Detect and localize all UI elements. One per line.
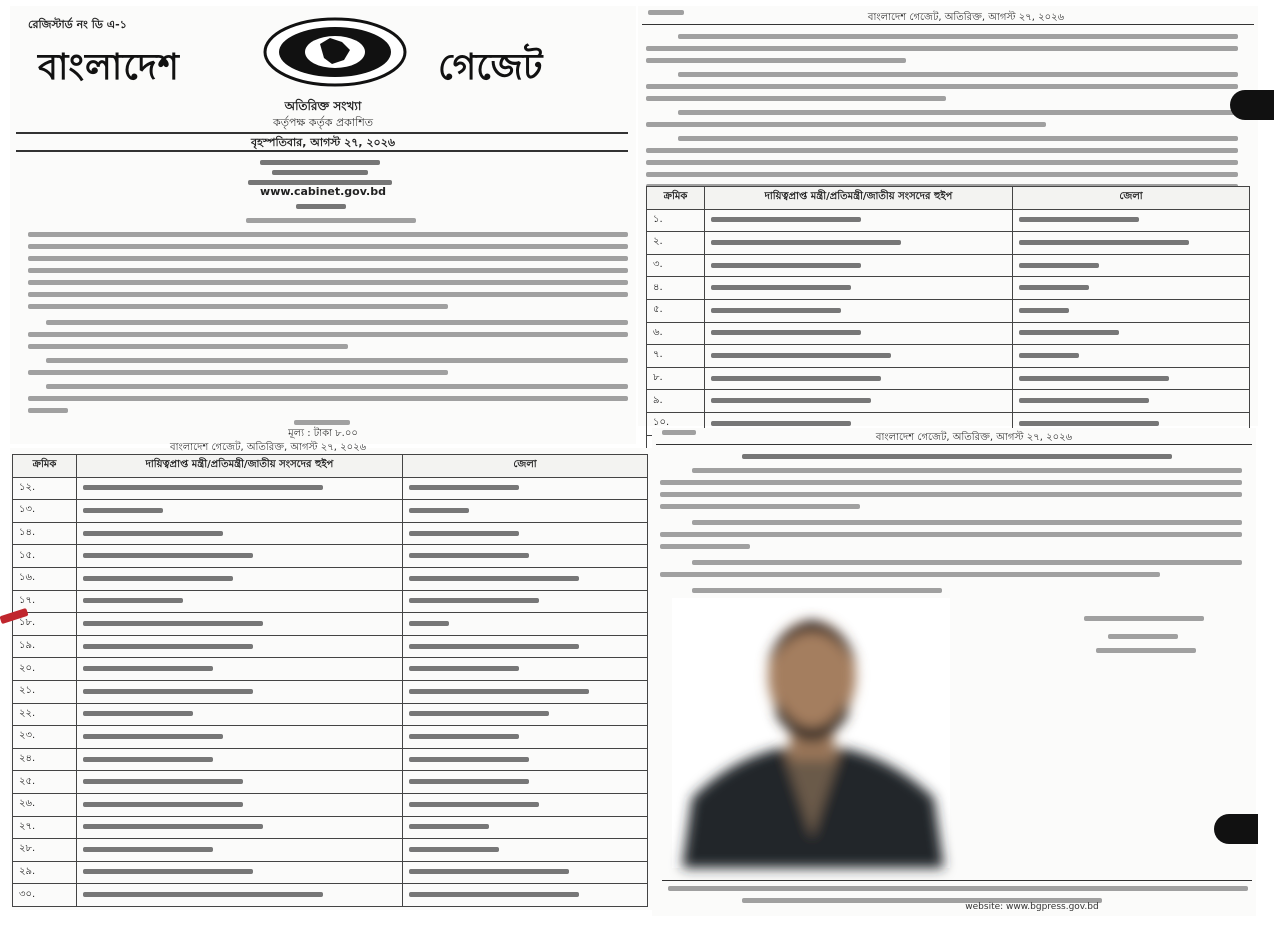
serial-cell: ১৭. <box>13 590 77 613</box>
cabinet-website: www.cabinet.gov.bd <box>260 185 386 198</box>
name-cell <box>77 884 403 907</box>
name-cell <box>77 726 403 749</box>
district-cell <box>403 500 648 523</box>
gazette-front-page <box>10 6 636 444</box>
serial-cell: ২. <box>647 232 705 255</box>
serial-cell: ২১. <box>13 680 77 703</box>
table-row <box>647 299 1250 322</box>
ministers-table-top <box>646 186 1250 458</box>
name-cell <box>77 793 403 816</box>
col-district: জেলা <box>1013 187 1250 210</box>
table-row <box>13 839 648 862</box>
table-row <box>647 322 1250 345</box>
name-cell <box>77 545 403 568</box>
serial-cell: ১২. <box>13 477 77 500</box>
name-cell <box>77 522 403 545</box>
table-row <box>13 884 648 907</box>
district-cell <box>1013 345 1250 368</box>
gazette-last-page <box>652 428 1256 916</box>
table-row <box>13 635 648 658</box>
district-cell <box>1013 232 1250 255</box>
name-cell <box>705 209 1013 232</box>
gazette-title-left: বাংলাদেশ <box>38 46 180 88</box>
serial-cell: ২৪. <box>13 748 77 771</box>
district-cell <box>403 884 648 907</box>
serial-cell: ৭. <box>647 345 705 368</box>
name-cell <box>77 477 403 500</box>
serial-cell: ১৮. <box>13 613 77 636</box>
serial-cell: ১০. <box>647 412 705 435</box>
table-row <box>13 545 648 568</box>
serial-cell: ২৯. <box>13 861 77 884</box>
name-cell <box>77 748 403 771</box>
table-row <box>13 500 648 523</box>
name-cell <box>77 771 403 794</box>
name-cell <box>77 658 403 681</box>
district-cell <box>1013 322 1250 345</box>
serial-cell: ৬. <box>647 322 705 345</box>
table-row <box>647 254 1250 277</box>
gazette-price: মূল্য : টাকা ৮.০০ <box>288 428 358 439</box>
serial-cell: ৩০. <box>13 884 77 907</box>
page-header-text-2: বাংলাদেশ গেজেট, অতিরিক্ত, আগস্ট ২৭, ২০২৬ <box>170 442 367 453</box>
serial-cell: ১৫. <box>13 545 77 568</box>
district-cell <box>403 545 648 568</box>
serial-cell: ২৭. <box>13 816 77 839</box>
col-district-2: জেলা <box>403 455 648 478</box>
district-cell <box>403 658 648 681</box>
serial-cell: ১৩. <box>13 500 77 523</box>
district-cell <box>1013 299 1250 322</box>
table-row <box>647 277 1250 300</box>
name-cell <box>77 635 403 658</box>
serial-cell: ১৯. <box>13 635 77 658</box>
district-cell <box>403 748 648 771</box>
serial-cell: ৮. <box>647 367 705 390</box>
district-cell <box>403 839 648 862</box>
table-row <box>13 658 648 681</box>
serial-cell: ২৬. <box>13 793 77 816</box>
col-serial-2: ক্রমিক <box>13 455 77 478</box>
district-cell <box>1013 254 1250 277</box>
table-row <box>647 390 1250 413</box>
table-row <box>647 209 1250 232</box>
col-name-2: দায়িত্বপ্রাপ্ত মন্ত্রী/প্রতিমন্ত্রী/জাতীয় সংসদের হুইপ <box>77 455 403 478</box>
district-cell <box>403 726 648 749</box>
table-row <box>13 590 648 613</box>
table-row <box>13 726 648 749</box>
table-row <box>13 613 648 636</box>
district-cell <box>403 816 648 839</box>
district-cell <box>403 613 648 636</box>
serial-cell: ২০. <box>13 658 77 681</box>
registration-number: রেজিস্টার্ড নং ডি এ-১ <box>28 18 127 31</box>
page-edge-tab <box>1230 90 1274 120</box>
serial-cell: ২৩. <box>13 726 77 749</box>
district-cell <box>1013 277 1250 300</box>
serial-cell: ২২. <box>13 703 77 726</box>
name-cell <box>705 232 1013 255</box>
gazette-list-page-2 <box>10 442 652 910</box>
name-cell <box>705 345 1013 368</box>
serial-cell: ১৬. <box>13 567 77 590</box>
ministers-table-bottom <box>12 454 648 907</box>
table-row <box>13 748 648 771</box>
district-cell <box>403 703 648 726</box>
serial-cell: ১৪. <box>13 522 77 545</box>
serial-cell: ১. <box>647 209 705 232</box>
publication-date: বৃহস্পতিবার, আগস্ট ২৭, ২০২৬ <box>250 136 396 149</box>
name-cell <box>77 816 403 839</box>
name-cell <box>705 322 1013 345</box>
name-cell <box>77 839 403 862</box>
serial-cell: ২৮. <box>13 839 77 862</box>
district-cell <box>1013 209 1250 232</box>
government-seal-icon <box>260 16 410 88</box>
page-header-text-3: বাংলাদেশ গেজেট, অতিরিক্ত, আগস্ট ২৭, ২০২৬ <box>875 432 1073 443</box>
serial-cell: ৩. <box>647 254 705 277</box>
district-cell <box>403 567 648 590</box>
name-cell <box>77 500 403 523</box>
district-cell <box>403 635 648 658</box>
person-photo <box>672 598 950 868</box>
serial-cell: ২৫. <box>13 771 77 794</box>
name-cell <box>77 590 403 613</box>
table-row <box>647 367 1250 390</box>
gazette-title-right: গেজেট <box>438 46 543 88</box>
serial-cell: ৯. <box>647 390 705 413</box>
name-cell <box>705 254 1013 277</box>
extraordinary-label: অতিরিক্ত সংখ্যা <box>284 99 362 113</box>
gazette-list-page-1 <box>638 6 1258 429</box>
district-cell <box>403 793 648 816</box>
table-row <box>13 816 648 839</box>
district-cell <box>403 771 648 794</box>
page-edge-tab-2 <box>1214 814 1258 844</box>
table-row <box>13 703 648 726</box>
name-cell <box>77 861 403 884</box>
table-row <box>13 771 648 794</box>
table-row <box>13 477 648 500</box>
district-cell <box>403 477 648 500</box>
table-row <box>13 680 648 703</box>
col-name: দায়িত্বপ্রাপ্ত মন্ত্রী/প্রতিমন্ত্রী/জাতীয় সংসদের হুইপ <box>705 187 1013 210</box>
table-row <box>13 861 648 884</box>
name-cell <box>705 390 1013 413</box>
name-cell <box>77 703 403 726</box>
district-cell <box>403 522 648 545</box>
district-cell <box>1013 367 1250 390</box>
district-cell <box>403 680 648 703</box>
table-row <box>13 793 648 816</box>
name-cell <box>77 613 403 636</box>
table-row <box>13 522 648 545</box>
table-row <box>13 567 648 590</box>
table-row <box>647 232 1250 255</box>
serial-cell: ৪. <box>647 277 705 300</box>
name-cell <box>705 367 1013 390</box>
district-cell <box>403 861 648 884</box>
col-serial: ক্রমিক <box>647 187 705 210</box>
table-row <box>647 345 1250 368</box>
footer-website: website: www.bgpress.gov.bd <box>965 902 1099 912</box>
name-cell <box>77 680 403 703</box>
name-cell <box>77 567 403 590</box>
name-cell <box>705 277 1013 300</box>
page-header-text: বাংলাদেশ গেজেট, অতিরিক্ত, আগস্ট ২৭, ২০২৬ <box>867 12 1065 23</box>
name-cell <box>705 299 1013 322</box>
district-cell <box>1013 390 1250 413</box>
serial-cell: ৫. <box>647 299 705 322</box>
published-by: কর্তৃপক্ষ কর্তৃক প্রকাশিত <box>273 116 373 129</box>
district-cell <box>403 590 648 613</box>
